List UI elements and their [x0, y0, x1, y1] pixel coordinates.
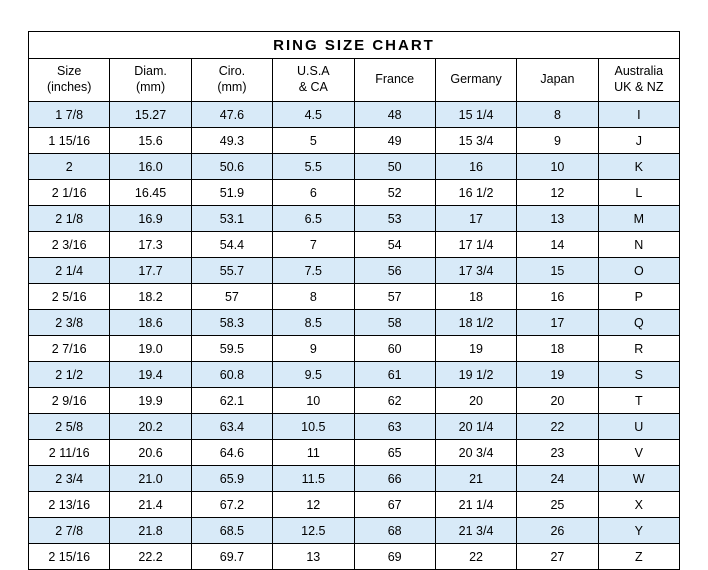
- cell-usa-ca: 9.5: [273, 362, 354, 388]
- column-header-france-line1: France: [375, 72, 415, 87]
- cell-size: 1 15/16: [29, 128, 110, 154]
- cell-diameter: 22.2: [110, 544, 191, 570]
- table-row: [29, 258, 680, 284]
- cell-france: 54: [354, 232, 435, 258]
- cell-size: 2 1/16: [29, 180, 110, 206]
- column-header-australia-uk-nz-line1: Australia: [614, 64, 664, 79]
- cell-germany: 21 1/4: [435, 492, 516, 518]
- cell-france: 50: [354, 154, 435, 180]
- cell-france: 56: [354, 258, 435, 284]
- column-header-australia-uk-nz-line2: UK & NZ: [614, 80, 664, 94]
- cell-australia-uk-nz: X: [598, 492, 679, 518]
- cell-germany: 15 3/4: [435, 128, 516, 154]
- table-header-row: [29, 59, 680, 102]
- cell-usa-ca: 6: [273, 180, 354, 206]
- cell-australia-uk-nz: J: [598, 128, 679, 154]
- cell-diameter: 18.2: [110, 284, 191, 310]
- cell-diameter: 16.9: [110, 206, 191, 232]
- cell-germany: 20 1/4: [435, 414, 516, 440]
- column-header-japan: [517, 59, 598, 102]
- cell-usa-ca: 12: [273, 492, 354, 518]
- cell-size: 2 3/4: [29, 466, 110, 492]
- cell-germany: 20 3/4: [435, 440, 516, 466]
- column-header-diameter-line2: (mm): [135, 80, 166, 94]
- cell-japan: 9: [517, 128, 598, 154]
- ring-size-chart-container: [28, 31, 680, 570]
- cell-circumference: 54.4: [191, 232, 272, 258]
- cell-germany: 19: [435, 336, 516, 362]
- cell-diameter: 18.6: [110, 310, 191, 336]
- cell-australia-uk-nz: P: [598, 284, 679, 310]
- cell-japan: 23: [517, 440, 598, 466]
- cell-australia-uk-nz: K: [598, 154, 679, 180]
- table-row: [29, 310, 680, 336]
- cell-circumference: 50.6: [191, 154, 272, 180]
- table-row: [29, 362, 680, 388]
- cell-australia-uk-nz: Y: [598, 518, 679, 544]
- cell-australia-uk-nz: S: [598, 362, 679, 388]
- cell-circumference: 47.6: [191, 102, 272, 128]
- cell-usa-ca: 11: [273, 440, 354, 466]
- cell-circumference: 60.8: [191, 362, 272, 388]
- cell-france: 49: [354, 128, 435, 154]
- cell-france: 67: [354, 492, 435, 518]
- cell-japan: 14: [517, 232, 598, 258]
- cell-usa-ca: 9: [273, 336, 354, 362]
- cell-australia-uk-nz: W: [598, 466, 679, 492]
- cell-germany: 16: [435, 154, 516, 180]
- cell-size: 2 1/2: [29, 362, 110, 388]
- cell-circumference: 67.2: [191, 492, 272, 518]
- cell-france: 61: [354, 362, 435, 388]
- cell-australia-uk-nz: Z: [598, 544, 679, 570]
- cell-diameter: 15.27: [110, 102, 191, 128]
- cell-usa-ca: 4.5: [273, 102, 354, 128]
- cell-japan: 13: [517, 206, 598, 232]
- cell-germany: 21 3/4: [435, 518, 516, 544]
- cell-diameter: 20.2: [110, 414, 191, 440]
- cell-france: 68: [354, 518, 435, 544]
- cell-japan: 26: [517, 518, 598, 544]
- cell-circumference: 51.9: [191, 180, 272, 206]
- cell-size: 2 13/16: [29, 492, 110, 518]
- cell-circumference: 69.7: [191, 544, 272, 570]
- table-row: [29, 206, 680, 232]
- cell-circumference: 53.1: [191, 206, 272, 232]
- cell-size: 2: [29, 154, 110, 180]
- column-header-circumference: [191, 59, 272, 102]
- column-header-size-line1: Size: [57, 64, 82, 79]
- cell-size: 2 7/16: [29, 336, 110, 362]
- cell-germany: 15 1/4: [435, 102, 516, 128]
- cell-circumference: 55.7: [191, 258, 272, 284]
- cell-size: 2 1/8: [29, 206, 110, 232]
- cell-size: 1 7/8: [29, 102, 110, 128]
- cell-diameter: 19.9: [110, 388, 191, 414]
- cell-france: 62: [354, 388, 435, 414]
- chart-title-row: [29, 32, 680, 59]
- cell-size: 2 5/16: [29, 284, 110, 310]
- cell-japan: 19: [517, 362, 598, 388]
- table-row: [29, 388, 680, 414]
- cell-germany: 21: [435, 466, 516, 492]
- column-header-circumference-line2: (mm): [217, 80, 247, 94]
- cell-diameter: 21.4: [110, 492, 191, 518]
- cell-japan: 10: [517, 154, 598, 180]
- cell-germany: 17 3/4: [435, 258, 516, 284]
- cell-circumference: 62.1: [191, 388, 272, 414]
- cell-size: 2 9/16: [29, 388, 110, 414]
- table-row: [29, 284, 680, 310]
- cell-diameter: 20.6: [110, 440, 191, 466]
- cell-usa-ca: 10.5: [273, 414, 354, 440]
- table-body: [29, 32, 680, 570]
- cell-diameter: 16.0: [110, 154, 191, 180]
- cell-size: 2 1/4: [29, 258, 110, 284]
- cell-japan: 8: [517, 102, 598, 128]
- cell-australia-uk-nz: O: [598, 258, 679, 284]
- cell-germany: 18 1/2: [435, 310, 516, 336]
- cell-circumference: 68.5: [191, 518, 272, 544]
- cell-circumference: 65.9: [191, 466, 272, 492]
- table-row: [29, 414, 680, 440]
- table-row: [29, 544, 680, 570]
- ring-size-chart-table: [28, 31, 680, 570]
- column-header-germany: [435, 59, 516, 102]
- cell-diameter: 17.7: [110, 258, 191, 284]
- cell-diameter: 17.3: [110, 232, 191, 258]
- cell-australia-uk-nz: M: [598, 206, 679, 232]
- cell-diameter: 21.8: [110, 518, 191, 544]
- table-row: [29, 128, 680, 154]
- cell-diameter: 21.0: [110, 466, 191, 492]
- column-header-germany-line1: Germany: [450, 72, 502, 87]
- cell-diameter: 19.0: [110, 336, 191, 362]
- cell-usa-ca: 6.5: [273, 206, 354, 232]
- column-header-japan-line1: Japan: [540, 72, 575, 87]
- cell-size: 2 7/8: [29, 518, 110, 544]
- cell-japan: 18: [517, 336, 598, 362]
- table-row: [29, 102, 680, 128]
- cell-germany: 22: [435, 544, 516, 570]
- cell-france: 65: [354, 440, 435, 466]
- cell-germany: 17: [435, 206, 516, 232]
- table-row: [29, 466, 680, 492]
- cell-australia-uk-nz: R: [598, 336, 679, 362]
- cell-circumference: 64.6: [191, 440, 272, 466]
- cell-japan: 24: [517, 466, 598, 492]
- cell-circumference: 57: [191, 284, 272, 310]
- cell-usa-ca: 8.5: [273, 310, 354, 336]
- cell-france: 57: [354, 284, 435, 310]
- cell-size: 2 15/16: [29, 544, 110, 570]
- column-header-france: [354, 59, 435, 102]
- cell-size: 2 11/16: [29, 440, 110, 466]
- column-header-circumference-line1: Ciro.: [218, 64, 246, 79]
- cell-japan: 17: [517, 310, 598, 336]
- cell-usa-ca: 5: [273, 128, 354, 154]
- cell-diameter: 19.4: [110, 362, 191, 388]
- column-header-size: [29, 59, 110, 102]
- cell-circumference: 58.3: [191, 310, 272, 336]
- cell-japan: 22: [517, 414, 598, 440]
- column-header-usa-ca-line2: & CA: [298, 80, 328, 94]
- cell-usa-ca: 10: [273, 388, 354, 414]
- cell-australia-uk-nz: N: [598, 232, 679, 258]
- cell-size: 2 5/8: [29, 414, 110, 440]
- cell-usa-ca: 11.5: [273, 466, 354, 492]
- cell-diameter: 15.6: [110, 128, 191, 154]
- cell-australia-uk-nz: U: [598, 414, 679, 440]
- cell-usa-ca: 5.5: [273, 154, 354, 180]
- column-header-size-line2: (inches): [46, 80, 92, 94]
- column-header-diameter: [110, 59, 191, 102]
- cell-germany: 19 1/2: [435, 362, 516, 388]
- table-row: [29, 518, 680, 544]
- table-row: [29, 180, 680, 206]
- cell-japan: 20: [517, 388, 598, 414]
- cell-size: 2 3/16: [29, 232, 110, 258]
- cell-germany: 20: [435, 388, 516, 414]
- cell-france: 69: [354, 544, 435, 570]
- cell-germany: 16 1/2: [435, 180, 516, 206]
- cell-france: 48: [354, 102, 435, 128]
- cell-circumference: 63.4: [191, 414, 272, 440]
- cell-japan: 16: [517, 284, 598, 310]
- cell-germany: 18: [435, 284, 516, 310]
- cell-france: 60: [354, 336, 435, 362]
- cell-australia-uk-nz: V: [598, 440, 679, 466]
- cell-japan: 15: [517, 258, 598, 284]
- cell-australia-uk-nz: L: [598, 180, 679, 206]
- cell-usa-ca: 8: [273, 284, 354, 310]
- cell-usa-ca: 13: [273, 544, 354, 570]
- cell-france: 63: [354, 414, 435, 440]
- cell-diameter: 16.45: [110, 180, 191, 206]
- cell-circumference: 59.5: [191, 336, 272, 362]
- cell-usa-ca: 12.5: [273, 518, 354, 544]
- table-row: [29, 440, 680, 466]
- cell-australia-uk-nz: Q: [598, 310, 679, 336]
- cell-australia-uk-nz: I: [598, 102, 679, 128]
- cell-size: 2 3/8: [29, 310, 110, 336]
- cell-japan: 25: [517, 492, 598, 518]
- chart-title: RING SIZE CHART: [29, 32, 680, 59]
- table-row: [29, 492, 680, 518]
- cell-france: 66: [354, 466, 435, 492]
- cell-circumference: 49.3: [191, 128, 272, 154]
- cell-france: 52: [354, 180, 435, 206]
- cell-usa-ca: 7: [273, 232, 354, 258]
- cell-france: 53: [354, 206, 435, 232]
- column-header-usa-ca: [273, 59, 354, 102]
- column-header-diameter-line1: Diam.: [134, 64, 167, 79]
- column-header-australia-uk-nz: [598, 59, 679, 102]
- cell-japan: 12: [517, 180, 598, 206]
- table-row: [29, 232, 680, 258]
- column-header-usa-ca-line1: U.S.A: [296, 64, 330, 79]
- cell-japan: 27: [517, 544, 598, 570]
- table-row: [29, 154, 680, 180]
- cell-usa-ca: 7.5: [273, 258, 354, 284]
- cell-australia-uk-nz: T: [598, 388, 679, 414]
- cell-germany: 17 1/4: [435, 232, 516, 258]
- cell-france: 58: [354, 310, 435, 336]
- table-row: [29, 336, 680, 362]
